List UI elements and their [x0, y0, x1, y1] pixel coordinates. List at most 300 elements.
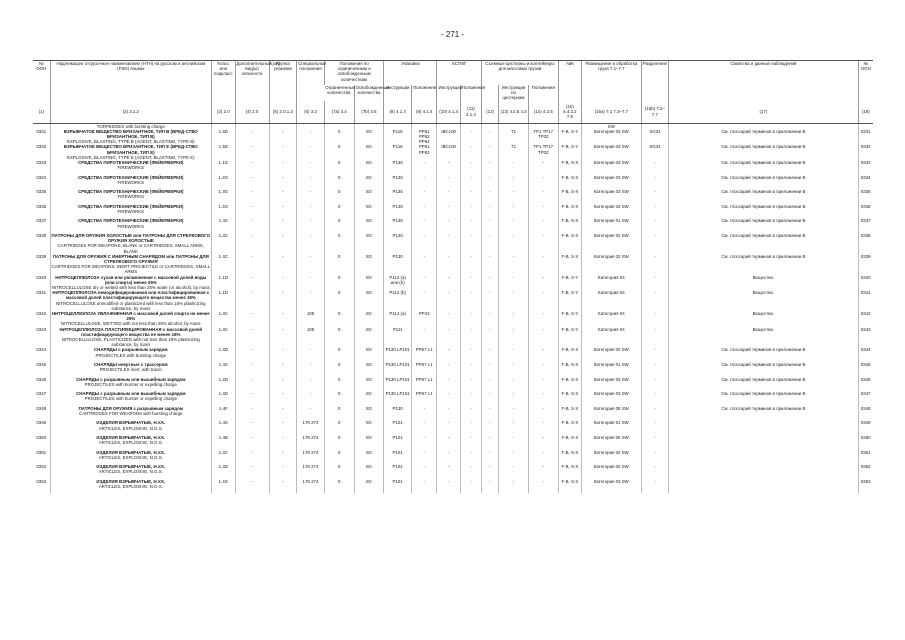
packing-provision-cell: PP61 PP62 PP64	[411, 129, 437, 145]
name-cell	[50, 464, 212, 479]
header-un-no-right: № ООН	[858, 61, 873, 101]
stowage-cell: Категория 03 SW	[582, 377, 642, 392]
tank-blank-cell: -	[482, 129, 499, 145]
subsidiary-cell: -	[235, 129, 269, 145]
segregation-cell: -	[641, 435, 669, 450]
english-name: FIREWORKS	[117, 165, 145, 171]
packing-instruction-cell: P101	[384, 435, 412, 450]
col-num-15: (15) 5.4.3.2 7.8	[558, 101, 581, 124]
english-name: PROJECTILES with bursting charge	[95, 352, 167, 358]
properties-cell: См. глоссарий терминов в приложении B	[669, 391, 858, 406]
un-number-right-cell: 0349	[858, 420, 873, 435]
stowage-cell: Категория 04	[582, 275, 642, 291]
packing-instruction-cell: P130	[384, 254, 412, 275]
un-number-cell: 0334	[36, 174, 47, 180]
class-cell: 1.5D	[212, 144, 235, 160]
un-number-cell: 0345	[36, 362, 47, 368]
english-name: EXPLOSIVE, BLASTING, TYPE E (AGENT, BLASTING, TYPE E)	[66, 154, 195, 160]
packing-instruction-cell: P130 LP101	[384, 377, 412, 392]
stowage-cell: Категория 03 SW	[582, 129, 642, 145]
segregation-cell: -	[641, 290, 669, 311]
un-number-right-cell: 0342	[858, 311, 873, 327]
page-number: - 271 -	[440, 30, 465, 39]
tank-instruction-cell: -	[499, 175, 529, 190]
english-name: ARTICLES, EXPLOSIVE, N.O.S.	[98, 469, 163, 475]
subsidiary-cell: -	[235, 464, 269, 479]
russian-name: ВЗРЫВЧАТОЕ ВЕЩЕСТВО БРИЗАНТНОЕ, ТИП E (ВРЕД-СТВО БРИЗАНТНОЕ, ТИП E)	[63, 144, 198, 155]
tank-provision-cell: TP1 TP17 TP32	[528, 129, 558, 145]
properties-cell: См. глоссарий терминов в приложении B	[669, 189, 858, 204]
header-quantities: Положения по ограниченным и освобожденным количествам	[324, 61, 384, 86]
packing-group-cell: -	[269, 311, 297, 327]
special-provisions-cell: -	[297, 175, 325, 190]
subsidiary-cell: -	[235, 420, 269, 435]
limited-qty-cell: 0	[324, 406, 354, 421]
special-provisions-cell: 178 274	[297, 464, 325, 479]
english-name: NITROCELLULOSE, WETTED with not less than 25% alcohol, by mass	[61, 321, 201, 327]
un-number-right-cell: 0345	[858, 362, 873, 377]
excepted-qty-cell: E0	[354, 129, 384, 145]
properties-cell: См. глоссарий терминов в приложении B	[669, 377, 858, 392]
segregation-cell: -	[641, 479, 669, 494]
col-num-4: (4) 2.0	[235, 101, 269, 124]
tank-blank-cell: -	[482, 362, 499, 377]
name-cell	[50, 129, 212, 145]
russian-name: СНАРЯДЫ с разрывным зарядом	[94, 347, 168, 353]
stowage-cell: Категория 05 SW	[582, 435, 642, 450]
excepted-qty-cell: E0	[354, 377, 384, 392]
stowage-cell: Категория 02 SW	[582, 347, 642, 362]
packing-provision-cell: -	[411, 290, 437, 311]
properties-cell	[669, 420, 858, 435]
limited-qty-cell: 0	[324, 233, 354, 254]
subsidiary-cell: -	[235, 362, 269, 377]
english-name: PROJECTILES with burster or expelling charge	[84, 396, 177, 402]
un-number-cell: 0342	[36, 311, 47, 317]
special-provisions-cell: 105	[297, 327, 325, 348]
un-number-right-cell: 0339	[858, 254, 873, 275]
english-name: PROJECTILES with burster or expelling charge	[84, 381, 177, 387]
ems-cell: F-B, S-X	[558, 435, 581, 450]
russian-name: ИЗДЕЛИЯ ВЗРЫВЧАТЫЕ, Н.У.К.	[96, 420, 166, 426]
ibc-provision-cell: -	[460, 160, 481, 175]
stowage-cell: Категория 03 SW	[582, 160, 642, 175]
ems-cell: F-B, S-X	[558, 391, 581, 406]
subsidiary-cell: -	[235, 377, 269, 392]
class-cell: 1.1D	[212, 290, 235, 311]
tank-instruction-cell: -	[499, 233, 529, 254]
english-name: NITROCELLULOSE, PLASTICIZED with not less than 18% plasticizing substance, by mass	[61, 337, 200, 348]
packing-group-cell: -	[269, 129, 297, 145]
limited-qty-cell: 0	[324, 464, 354, 479]
ems-cell: F-B, S-X	[558, 204, 581, 219]
ibc-provision-cell: -	[460, 204, 481, 219]
un-number-cell: 0344	[36, 347, 47, 353]
subsidiary-cell: -	[235, 175, 269, 190]
table-row	[33, 204, 873, 219]
un-number-cell: 0348	[36, 405, 47, 411]
subsidiary-cell: -	[235, 160, 269, 175]
ems-cell: F-B, S-X	[558, 175, 581, 190]
excepted-qty-cell: E0	[354, 450, 384, 465]
tank-blank-cell: -	[482, 450, 499, 465]
un-number-cell: 0332	[36, 144, 47, 150]
un-number-right-cell: 0344	[858, 347, 873, 362]
tank-provision-cell: -	[528, 290, 558, 311]
packing-instruction-cell: P135	[384, 175, 412, 190]
un-number-right-cell: 0341	[858, 290, 873, 311]
limited-qty-cell: 0	[324, 479, 354, 494]
header-tank-provisions: Положения	[528, 85, 558, 101]
class-cell: 1.2D	[212, 377, 235, 392]
packing-group-cell: -	[269, 464, 297, 479]
ibc-provision-cell: -	[460, 275, 481, 291]
ibc-instruction-cell: -	[437, 175, 460, 190]
special-provisions-cell: 178 274	[297, 420, 325, 435]
tank-instruction-cell: -	[499, 406, 529, 421]
tank-instruction-cell: T1	[499, 144, 529, 160]
un-number-right-cell: 0333	[858, 160, 873, 175]
packing-instruction-cell: P101	[384, 479, 412, 494]
table-row	[33, 275, 873, 291]
header-un-no: № ООН	[33, 61, 50, 101]
segregation-cell: -	[641, 327, 669, 348]
limited-qty-cell: 0	[324, 377, 354, 392]
tank-blank-cell: -	[482, 435, 499, 450]
properties-cell: См. глоссарий терминов в приложении B	[669, 129, 858, 145]
name-cell	[50, 450, 212, 465]
packing-provision-cell: PP61 PP62	[411, 144, 437, 160]
header-tank-instructions: Инструкции по цистернам	[499, 85, 529, 101]
packing-instruction-cell: P111	[384, 327, 412, 348]
stowage-cell: Категория 03 SW	[582, 144, 642, 160]
ibc-instruction-cell: -	[437, 464, 460, 479]
tank-provision-cell: -	[528, 377, 558, 392]
col-num-18: (18)	[858, 101, 873, 124]
table-row	[33, 391, 873, 406]
tank-blank-cell: -	[482, 189, 499, 204]
packing-group-cell: -	[269, 254, 297, 275]
packing-group-cell: -	[269, 204, 297, 219]
tank-instruction-cell: -	[499, 420, 529, 435]
table-row	[33, 175, 873, 190]
packing-provision-cell: -	[411, 160, 437, 175]
limited-qty-cell: 0	[324, 311, 354, 327]
excepted-qty-cell: E0	[354, 189, 384, 204]
ibc-provision-cell: -	[460, 377, 481, 392]
ibc-instruction-cell: -	[437, 275, 460, 291]
ibc-instruction-cell: -	[437, 362, 460, 377]
special-provisions-cell: -	[297, 144, 325, 160]
limited-qty-cell: 0	[324, 175, 354, 190]
ibc-instruction-cell: -	[437, 479, 460, 494]
ibc-instruction-cell: -	[437, 450, 460, 465]
russian-name: СРЕДСТВА ПИРОТЕХНИЧЕСКИЕ (ФЕЙЕРВЕРКИ)	[78, 174, 184, 180]
tank-instruction-cell: -	[499, 327, 529, 348]
segregation-cell: -	[641, 204, 669, 219]
tank-provision-cell: -	[528, 254, 558, 275]
english-name: ARTICLES, EXPLOSIVE, N.O.S.	[98, 440, 163, 446]
segregation-cell: -	[641, 347, 669, 362]
tank-blank-cell: -	[482, 464, 499, 479]
tank-instruction-cell: -	[499, 391, 529, 406]
packing-instruction-cell: P130	[384, 233, 412, 254]
tank-provision-cell: -	[528, 347, 558, 362]
russian-name: СРЕДСТВА ПИРОТЕХНИЧЕСКИЕ (ФЕЙЕРВЕРКИ)	[78, 189, 184, 195]
stowage-cell: Категория 04	[582, 327, 642, 348]
packing-provision-cell: -	[411, 175, 437, 190]
packing-instruction-cell: P135	[384, 204, 412, 219]
un-number-cell: 0339	[36, 253, 47, 259]
ibc-instruction-cell: -	[437, 391, 460, 406]
ibc-instruction-cell: -	[437, 420, 460, 435]
special-provisions-cell: 105	[297, 311, 325, 327]
table-body	[33, 123, 873, 493]
packing-group-cell: -	[269, 218, 297, 233]
tank-provision-cell: -	[528, 218, 558, 233]
segregation-cell: -	[641, 311, 669, 327]
tank-instruction-cell: -	[499, 435, 529, 450]
tank-blank-cell: -	[482, 275, 499, 291]
excepted-qty-cell: E0	[354, 233, 384, 254]
tank-instruction-cell: -	[499, 218, 529, 233]
tank-instruction-cell: -	[499, 204, 529, 219]
un-number-right-cell: 0348	[858, 406, 873, 421]
ems-cell: F-B, S-X	[558, 406, 581, 421]
tank-provision-cell: -	[528, 233, 558, 254]
un-number-cell: 0346	[36, 376, 47, 382]
excepted-qty-cell: E0	[354, 204, 384, 219]
limited-qty-cell: 0	[324, 129, 354, 145]
packing-group-cell: -	[269, 189, 297, 204]
ibc-provision-cell: -	[460, 406, 481, 421]
un-number-right-cell: 0347	[858, 391, 873, 406]
header-ibc-provisions: Положения	[460, 85, 481, 101]
col-num-9: (9) 4.1.4	[411, 101, 437, 124]
ibc-instruction-cell: -	[437, 254, 460, 275]
tank-provision-cell: -	[528, 204, 558, 219]
packing-provision-cell: -	[411, 233, 437, 254]
name-cell	[50, 144, 212, 160]
english-name: CARTRIDGES FOR WEAPONS, INERT PROJECTILE or CARTRIDGES, SMALL ARMS	[51, 264, 211, 275]
special-provisions-cell: -	[297, 290, 325, 311]
ems-cell: F-B, S-Y	[558, 144, 581, 160]
tank-blank-cell: -	[482, 347, 499, 362]
special-provisions-cell: -	[297, 233, 325, 254]
table-row	[33, 144, 873, 160]
un-number-cell: 0347	[36, 391, 47, 397]
un-number-right-cell: 0351	[858, 450, 873, 465]
packing-instruction-cell: P130	[384, 406, 412, 421]
header-subsidiary: Дополнительный(ые) вид(ы) опасности	[235, 61, 269, 101]
subsidiary-cell: -	[235, 450, 269, 465]
tank-provision-cell: -	[528, 406, 558, 421]
properties-cell: См. глоссарий терминов в приложении B	[669, 218, 858, 233]
name-cell	[50, 327, 212, 348]
header-ibc-instructions: Инструкции	[437, 85, 460, 101]
ibc-provision-cell: -	[460, 435, 481, 450]
russian-name: НИТРОЦЕЛЛЮЛОЗА УВЛАЖНЕННАЯ с массовой долей спирта не менее 25%	[51, 311, 210, 322]
un-number-cell: 0333	[36, 160, 47, 166]
english-name: ARTICLES, EXPLOSIVE, N.O.S.	[98, 425, 163, 431]
packing-group-cell: -	[269, 435, 297, 450]
ems-cell: F-B, S-Y	[558, 327, 581, 348]
ibc-provision-cell: -	[460, 144, 481, 160]
special-provisions-cell: 178 274	[297, 450, 325, 465]
packing-provision-cell: PP67 L1	[411, 391, 437, 406]
class-cell: 1.1G	[212, 160, 235, 175]
tank-instruction-cell: -	[499, 189, 529, 204]
russian-name: ИЗДЕЛИЯ ВЗРЫВЧАТЫЕ, Н.У.К.	[96, 435, 166, 441]
un-number-cell: 0350	[36, 435, 47, 441]
tank-provision-cell: -	[528, 479, 558, 494]
stowage-cell: Категория 02 SW	[582, 450, 642, 465]
limited-qty-cell: 0	[324, 254, 354, 275]
tank-instruction-cell: -	[499, 377, 529, 392]
name-cell	[50, 435, 212, 450]
class-cell: 1.4F	[212, 406, 235, 421]
ems-cell: F-B, S-X	[558, 420, 581, 435]
un-number-cell: 0352	[36, 464, 47, 470]
tank-blank-cell: -	[482, 204, 499, 219]
col-num-6: (6) 3.3	[297, 101, 325, 124]
ibc-provision-cell: -	[460, 327, 481, 348]
ibc-provision-cell: -	[460, 311, 481, 327]
packing-instruction-cell: P112 (a) или (b)	[384, 275, 412, 291]
header-pack-provisions: Положения	[411, 85, 437, 101]
excepted-qty-cell: E0	[354, 327, 384, 348]
special-provisions-cell: -	[297, 204, 325, 219]
excepted-qty-cell: E0	[354, 160, 384, 175]
col-num-11: (11) 4.1.4	[460, 101, 481, 124]
header-properties: Свойства и данные наблюдений	[669, 61, 858, 101]
special-provisions-cell: -	[297, 406, 325, 421]
packing-group-cell: -	[269, 406, 297, 421]
english-name: NITROCELLULOSE dry or wetted with less than 25% water (or alcohol), by mass	[51, 285, 210, 291]
tank-instruction-cell: -	[499, 254, 529, 275]
table-row	[33, 464, 873, 479]
excepted-qty-cell: E0	[354, 362, 384, 377]
excepted-qty-cell: E0	[354, 406, 384, 421]
tank-provision-cell: -	[528, 450, 558, 465]
english-name: TORPEDOES with bursting charge	[96, 123, 165, 129]
russian-name: ИЗДЕЛИЯ ВЗРЫВЧАТЫЕ, Н.У.К.	[96, 478, 166, 484]
packing-provision-cell: PP67 L1	[411, 377, 437, 392]
stowage-cell: Категория 02 SW	[582, 464, 642, 479]
russian-name: НИТРОЦЕЛЛЮЛОЗА ПЛАСТИФИЦИРОВАННАЯ с массовой долей пластифицирующего вещества не менее 18%	[59, 326, 203, 337]
class-cell: 1.3C	[212, 327, 235, 348]
ibc-provision-cell: -	[460, 189, 481, 204]
tank-blank-cell: -	[482, 377, 499, 392]
limited-qty-cell: 0	[324, 420, 354, 435]
packing-instruction-cell: P101	[384, 464, 412, 479]
header-ibc: КСГМГ	[437, 61, 482, 86]
limited-qty-cell: 0	[324, 391, 354, 406]
english-name: CARTRIDGES FOR WEAPONS with bursting charge	[79, 411, 183, 417]
stowage-cell: SW	[582, 123, 642, 129]
tank-blank-cell: -	[482, 420, 499, 435]
ibc-instruction-cell: -	[437, 204, 460, 219]
segregation-cell: SG34	[641, 144, 669, 160]
ibc-provision-cell: -	[460, 391, 481, 406]
ems-cell: F-B, S-X	[558, 254, 581, 275]
properties-cell	[669, 435, 858, 450]
excepted-qty-cell: E0	[354, 420, 384, 435]
class-cell: 1.4S	[212, 218, 235, 233]
ems-cell: F-B, S-X	[558, 189, 581, 204]
excepted-qty-cell: E0	[354, 347, 384, 362]
tank-provision-cell: -	[528, 160, 558, 175]
special-provisions-cell: -	[297, 218, 325, 233]
russian-name: СНАРЯДЫ с разрывным или вышибным зарядом	[76, 391, 186, 397]
ibc-instruction-cell: -	[437, 189, 460, 204]
packing-group-cell: -	[269, 347, 297, 362]
ibc-provision-cell: -	[460, 479, 481, 494]
subsidiary-cell: -	[235, 275, 269, 291]
packing-provision-cell: -	[411, 406, 437, 421]
packing-instruction-cell: P112 (b)	[384, 290, 412, 311]
special-provisions-cell: -	[297, 254, 325, 275]
class-cell: 1.3G	[212, 189, 235, 204]
table-row	[33, 450, 873, 465]
packing-instruction-cell: P114 (a)	[384, 311, 412, 327]
stowage-cell: Категория 08 SW	[582, 406, 642, 421]
russian-name: СРЕДСТВА ПИРОТЕХНИЧЕСКИЕ (ФЕЙЕРВЕРКИ)	[78, 203, 184, 209]
packing-provision-cell: -	[411, 450, 437, 465]
packing-instruction-cell: P135	[384, 218, 412, 233]
properties-cell: Вещество.	[669, 275, 858, 291]
subsidiary-cell: -	[235, 347, 269, 362]
tank-instruction-cell: -	[499, 347, 529, 362]
english-name: CARTRIDGES FOR WEAPONS, BLANK or CARTRIDGES, SMALL ARMS, BLANK	[57, 243, 204, 254]
name-cell	[50, 290, 212, 311]
stowage-cell: Категория 02 SW	[582, 479, 642, 494]
properties-cell: См. глоссарий терминов в приложении B	[669, 160, 858, 175]
table-row	[33, 189, 873, 204]
segregation-cell: -	[641, 254, 669, 275]
russian-name: НИТРОЦЕЛЛЮЛОЗА сухая или увлажненная с массовой долей воды (или спирта) менее 25%	[55, 274, 207, 285]
class-cell: 1.4D	[212, 464, 235, 479]
special-provisions-cell: -	[297, 189, 325, 204]
properties-cell: См. глоссарий терминов в приложении B	[669, 233, 858, 254]
table-row	[33, 377, 873, 392]
un-number-right-cell: 0334	[858, 175, 873, 190]
tank-instruction-cell: -	[499, 275, 529, 291]
excepted-qty-cell: E0	[354, 175, 384, 190]
excepted-qty-cell: E0	[354, 144, 384, 160]
tank-blank-cell: -	[482, 175, 499, 190]
ibc-provision-cell: -	[460, 450, 481, 465]
tank-provision-cell: -	[528, 391, 558, 406]
class-cell: 1.5D	[212, 129, 235, 145]
english-name: ARTICLES, EXPLOSIVE, N.O.S.	[98, 484, 163, 490]
segregation-cell: -	[641, 362, 669, 377]
special-provisions-cell: -	[297, 391, 325, 406]
ibc-provision-cell: -	[460, 290, 481, 311]
ibc-provision-cell: -	[460, 420, 481, 435]
col-num-17: (17)	[669, 101, 858, 124]
ibc-instruction-cell: -	[437, 160, 460, 175]
ibc-instruction-cell: -	[437, 233, 460, 254]
table-row	[33, 420, 873, 435]
table-row	[33, 218, 873, 233]
header-special: Специальные положения	[297, 61, 325, 101]
col-num-8: (8) 4.1.4	[384, 101, 412, 124]
tank-instruction-cell: -	[499, 479, 529, 494]
packing-group-cell: -	[269, 362, 297, 377]
stowage-cell: Категория 02 SW	[582, 204, 642, 219]
table-row	[33, 311, 873, 327]
